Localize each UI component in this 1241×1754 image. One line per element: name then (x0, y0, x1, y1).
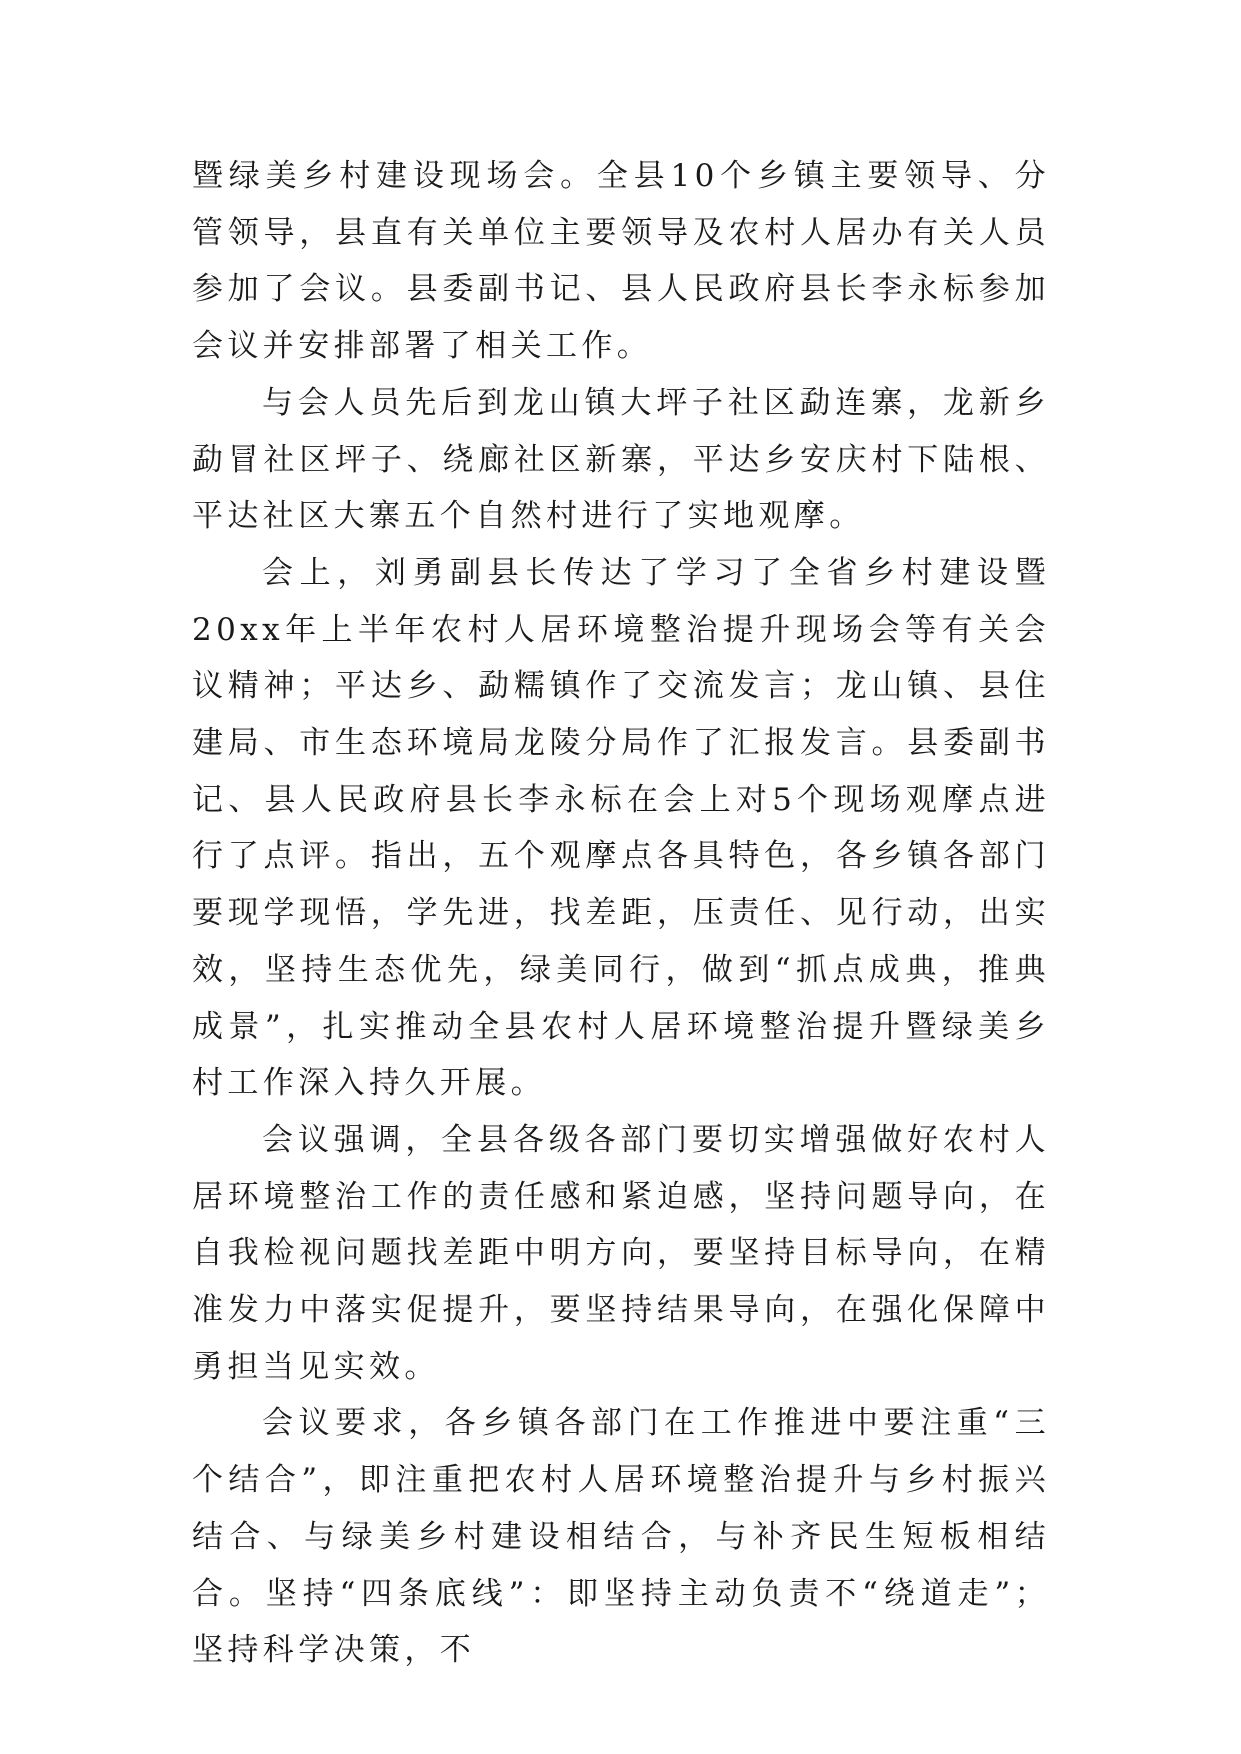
paragraph-meeting-requirements: 会议要求，各乡镇各部门在工作推进中要注重“三个结合”，即注重把农村人居环境整治提升与乡村振兴结合、与绿美乡村建设相结合，与补齐民生短板相结合。坚持“四条底线”：即坚持主动负责不“绕道走”；坚持科学决策，不 (192, 1405, 1050, 1669)
document-body (192, 148, 1050, 1679)
paragraph-meeting-remarks: 会上，刘勇副县长传达了学习了全省乡村建设暨20xx年上半年农村人居环境整治提升现场会等有关会议精神；平达乡、勐糯镇作了交流发言；龙山镇、县住建局、市生态环境局龙陵分局作了汇报发言。县委副书记、县人民政府县长李永标在会上对5个现场观摩点进行了点评。指出，五个观摩点各具特色，各乡镇各部门要现学现悟，学先进，找差距，压责任、见行动，出实效，坚持生态优先，绿美同行，做到“抓点成典，推典成景”，扎实推动全县农村人居环境整治提升暨绿美乡村工作深入持久开展。 (192, 554, 1050, 1102)
paragraph-meeting-emphasis: 会议强调，全县各级各部门要切实增强做好农村人居环境整治工作的责任感和紧迫感，坚持问题导向，在自我检视问题找差距中明方向，要坚持目标导向，在精准发力中落实促提升，要坚持结果导向，在强化保障中勇担当见实效。 (192, 1121, 1050, 1385)
paragraph-continuation: 暨绿美乡村建设现场会。全县10个乡镇主要领导、分管领导，县直有关单位主要领导及农村人居办有关人员参加了会议。县委副书记、县人民政府县长李永标参加会议并安排部署了相关工作。 (192, 158, 1050, 365)
paragraph-site-visit: 与会人员先后到龙山镇大坪子社区勐连寨，龙新乡勐冒社区坪子、绕廊社区新寨，平达乡安庆村下陆根、平达社区大寨五个自然村进行了实地观摩。 (192, 384, 1050, 535)
